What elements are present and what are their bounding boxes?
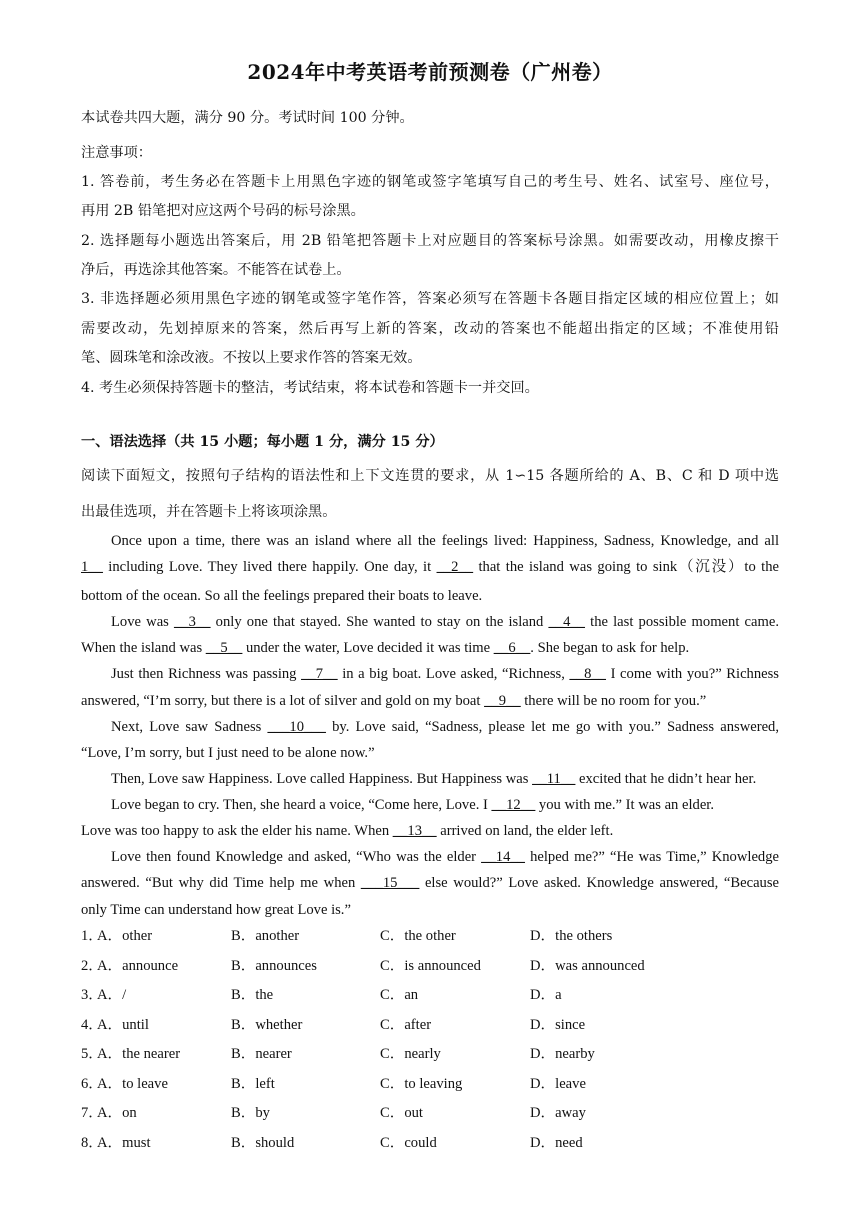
exam-intro: 本试卷共四大题，满分 90 分。考试时间 100 分钟。 (81, 110, 414, 126)
option-a: A．/ (97, 987, 127, 1003)
blank-11: __11__ (532, 771, 576, 787)
option-c: C．an (380, 987, 419, 1003)
passage-line: Love began to cry. Then, she heard a voice, “Come here, Love. I __12__ you with me.” It was an elder. (111, 797, 715, 813)
blank-5: __5__ (205, 640, 243, 656)
section-instructions: 阅读下面短文，按照句子结构的语法性和上下文连贯的要求，从 1∽15 各题所给的 A、B、C 和 D 项中选 (81, 468, 779, 484)
notice-line: 1. 答卷前，考生务必在答题卡上用黑色字迹的钢笔或签字笔填写自己的考生号、姓名、试室号、座位号， (81, 174, 779, 190)
passage-line: Just then Richness was passing __7__ in a big boat. Love asked, “Richness, __8__ I come with you?” Richness (111, 666, 779, 682)
option-d: D．the others (530, 928, 613, 944)
question-number: 8． (81, 1135, 103, 1151)
option-b: B．by (231, 1105, 270, 1121)
option-d: D．leave (530, 1076, 586, 1092)
notice-line: 4. 考生必须保持答题卡的整洁，考试结束，将本试卷和答题卡一并交回。 (81, 380, 539, 396)
option-a: A．announce (97, 958, 179, 974)
question-row (81, 1015, 781, 1035)
blank-9: __9__ (484, 693, 521, 709)
notice-line: 净后，再选涂其他答案。不能答在试卷上。 (81, 262, 351, 278)
option-a: A．must (97, 1135, 151, 1151)
option-c: C．out (380, 1105, 423, 1121)
section-instructions: 出最佳选项，并在答题卡上将该项涂黑。 (81, 504, 337, 520)
option-c: C．nearly (380, 1046, 441, 1062)
option-d: D．away (530, 1105, 586, 1121)
option-a: A．to leave (97, 1076, 168, 1092)
notice-line: 再用 2B 铅笔把对应这两个号码的标号涂黑。 (81, 203, 365, 219)
option-b: B．left (231, 1076, 275, 1092)
passage-line: 1__ including Love. They lived there happily. One day, it __2__ that the island was going to sink（沉没）to the (81, 559, 780, 575)
blank-14: __14__ (481, 849, 525, 865)
blank-7: __7__ (301, 666, 338, 682)
page-title: 2024年中考英语考前预测卷（广州卷） (247, 60, 613, 84)
passage-line: bottom of the ocean. So all the feelings prepared their boats to leave. (81, 588, 483, 604)
option-a: A．until (97, 1017, 149, 1033)
question-number: 5． (81, 1046, 103, 1062)
blank-2: __2__ (436, 559, 474, 575)
blank-13: __13__ (392, 823, 437, 839)
passage-line: Then, Love saw Happiness. Love called Happiness. But Happiness was __11__ excited that he didn’t hear her. (111, 771, 757, 787)
question-number: 6． (81, 1076, 103, 1092)
blank-4: __4__ (548, 614, 585, 630)
passage-line: Love was __3__ only one that stayed. She wanted to stay on the island __4__ the last possible moment came. (111, 614, 779, 630)
option-d: D．a (530, 987, 562, 1003)
option-c: C．the other (380, 928, 456, 944)
passage-line: only Time can understand how great Love is.” (81, 902, 351, 918)
question-number: 4． (81, 1017, 103, 1033)
blank-3: __3__ (174, 614, 211, 630)
question-row (81, 956, 781, 976)
option-b: B．announces (231, 958, 317, 974)
blank-6: __6__ (493, 640, 531, 656)
notice-line: 笔、圆珠笔和涂改液。不按以上要求作答的答案无效。 (81, 350, 422, 366)
blank-10: ___10___ (267, 719, 326, 735)
option-a: A．other (97, 928, 153, 944)
option-c: C．to leaving (380, 1076, 463, 1092)
option-d: D．was announced (530, 958, 645, 974)
passage-line: answered, “I’m sorry, but there is a lot of silver and gold on my boat __9__ there will be no room for you.” (81, 693, 707, 709)
blank-1: 1__ (81, 559, 103, 575)
option-c: C．could (380, 1135, 437, 1151)
question-row (81, 1044, 781, 1064)
question-row (81, 985, 781, 1005)
question-number: 1． (81, 928, 103, 944)
passage-line: Once upon a time, there was an island where all the feelings lived: Happiness, Sadness, Knowledge, and all (111, 533, 779, 549)
blank-15: ___15___ (360, 875, 420, 891)
option-b: B．whether (231, 1017, 303, 1033)
notice-line: 需要改动，先划掉原来的答案，然后再写上新的答案，改动的答案也不能超出指定的区域；不准使用铅 (81, 321, 779, 337)
option-a: A．the nearer (97, 1046, 181, 1062)
passage-line: Love then found Knowledge and asked, “Who was the elder __14__ helped me?” “He was Time,” Knowledge (111, 849, 779, 865)
question-row (81, 1103, 781, 1123)
option-d: D．nearby (530, 1046, 595, 1062)
option-b: B．another (231, 928, 300, 944)
question-row (81, 1133, 781, 1153)
passage-line: Love was too happy to ask the elder his name. When __13__ arrived on land, the elder left. (81, 823, 614, 839)
passage-line: “Love, I’m sorry, but I just need to be alone now.” (81, 745, 375, 761)
option-c: C．is announced (380, 958, 481, 974)
option-b: B．should (231, 1135, 295, 1151)
option-b: B．nearer (231, 1046, 292, 1062)
question-number: 2． (81, 958, 103, 974)
question-row (81, 926, 781, 946)
blank-8: __8__ (569, 666, 606, 682)
option-d: D．need (530, 1135, 583, 1151)
passage-line: answered. “But why did Time help me when ___15___ else would?” Love asked. Knowledge answered, “Because (81, 875, 779, 891)
question-number: 7． (81, 1105, 103, 1121)
notice-heading: 注意事项： (81, 145, 152, 161)
option-b: B．the (231, 987, 274, 1003)
notice-line: 2. 选择题每小题选出答案后，用 2B 铅笔把答题卡上对应题目的答案标号涂黑。如需要改动，用橡皮擦干 (81, 233, 779, 249)
notice-line: 3. 非选择题必须用黑色字迹的钢笔或签字笔作答，答案必须写在答题卡各题目指定区域的相应位置上；如 (81, 291, 779, 307)
passage-line: When the island was __5__ under the water, Love decided it was time __6__. She began to ask for help. (81, 640, 690, 656)
option-a: A．on (97, 1105, 137, 1121)
option-c: C．after (380, 1017, 432, 1033)
passage-line: Next, Love saw Sadness ___10___ by. Love said, “Sadness, please let me go with you.” Sadness answered, (111, 719, 779, 735)
section-heading: 一、语法选择（共 15 小题；每小题 1 分，满分 15 分） (81, 434, 444, 450)
option-d: D．since (530, 1017, 586, 1033)
question-row (81, 1074, 781, 1094)
question-number: 3． (81, 987, 103, 1003)
blank-12: __12__ (491, 797, 536, 813)
